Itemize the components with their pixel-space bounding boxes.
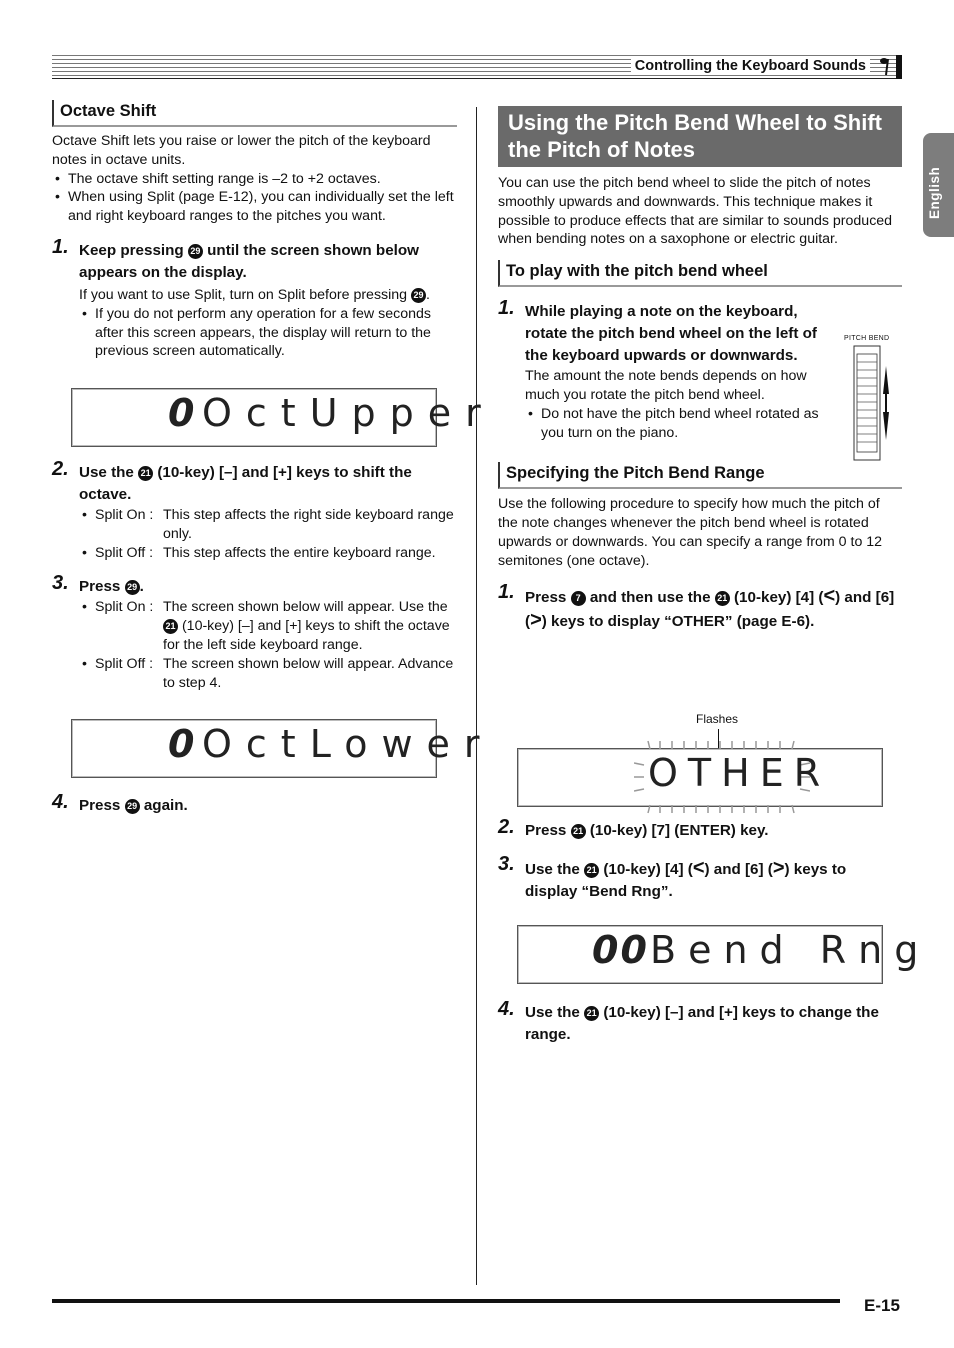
step-number: 3.	[498, 853, 515, 875]
step-number: 2.	[52, 458, 69, 480]
step-number: 4.	[52, 791, 69, 813]
lcd-text: OTHER	[648, 751, 831, 795]
lcd-oct-upper	[71, 388, 495, 447]
step-text: (10-key) [–] and [+] keys to shift the octave.	[79, 464, 412, 503]
step-note: The amount the note bends depends on how much you rotate the pitch bend wheel.	[525, 368, 807, 403]
play-heading: To play with the pitch bend wheel	[498, 260, 902, 287]
list-item	[79, 506, 457, 544]
lcd-value: 0	[168, 722, 195, 766]
step-text: ) and [6] (	[704, 861, 773, 878]
octave-step-2	[52, 458, 457, 562]
button-29-icon: 29	[411, 288, 426, 303]
step-number: 1.	[52, 235, 69, 258]
item-text: The screen shown below will appear. Use the	[163, 599, 448, 616]
list-item: • When using Split (page E-12), you can individually set the left and right keyboard ranges to the pitches you want.	[52, 188, 457, 226]
octave-step-3	[52, 572, 457, 692]
range-step-2-3-block	[498, 816, 902, 903]
list-item	[79, 655, 457, 693]
list-item: • Do not have the pitch bend wheel rotated as you turn on the piano.	[525, 405, 825, 443]
octave-step-2-block	[52, 458, 457, 692]
step-text: ) keys to display “OTHER” (page E-6).	[541, 612, 815, 630]
range-heading: Specifying the Pitch Bend Range	[498, 462, 902, 489]
button-29-icon: 29	[125, 799, 140, 814]
octave-shift-section	[52, 100, 457, 361]
octave-step-4	[52, 791, 457, 817]
button-29-icon: 29	[125, 580, 140, 595]
play-step-1	[498, 297, 825, 442]
lcd-text: OctUpper	[202, 391, 495, 435]
step-text: (10-key) [4] (	[734, 588, 824, 606]
less-than-icon: <	[823, 584, 836, 607]
list-item: • The octave shift setting range is –2 to +2 octaves.	[52, 170, 457, 189]
octave-shift-bullets	[52, 170, 457, 226]
item-text: The screen shown below will appear. Advance to step 4.	[163, 655, 454, 691]
button-21-icon: 21	[163, 619, 178, 634]
step-number: 1.	[498, 297, 515, 320]
pitch-bend-wheel-icon	[852, 344, 892, 462]
octave-step-1	[52, 235, 457, 361]
page-number: E-15	[864, 1296, 900, 1315]
step-text: Use the	[525, 1004, 580, 1021]
step-note: If you want to use Split, turn on Split before pressing	[79, 286, 408, 303]
step-text: While playing a note on the keyboard, rotate the pitch bend wheel on the left of the keyboard upwards or downwards.	[525, 303, 817, 365]
list-item	[79, 544, 457, 563]
step-text: until the screen shown below appears on the display.	[79, 241, 419, 281]
item-label: • Split On :	[95, 507, 154, 523]
step-text: (10-key) [–] and [+] keys to change the range.	[525, 1004, 879, 1043]
header-bar	[896, 55, 902, 79]
step-text: again.	[143, 797, 188, 814]
item-label: • Split On :	[95, 599, 154, 616]
pitch-bend-section	[498, 106, 902, 633]
step-text: Use the	[79, 464, 134, 481]
header-title: Controlling the Keyboard Sounds	[631, 58, 870, 74]
range-step-1	[498, 580, 902, 633]
step-text: Press	[79, 578, 121, 596]
button-21-icon: 21	[584, 863, 599, 878]
octave-shift-heading: Octave Shift	[52, 100, 457, 127]
button-21-icon: 21	[584, 1006, 599, 1021]
step-number: 4.	[498, 998, 515, 1020]
step-number: 1.	[498, 580, 515, 603]
range-step-2	[498, 816, 902, 842]
lcd-bend-rng	[517, 925, 931, 984]
step-text: Press	[525, 822, 567, 839]
language-tab-label: English	[927, 166, 942, 219]
pitch-bend-heading: Using the Pitch Bend Wheel to Shift the Pitch of Notes	[498, 106, 902, 167]
button-21-icon: 21	[138, 466, 153, 481]
octave-shift-intro: Octave Shift lets you raise or lower the pitch of the keyboard notes in octave units.	[52, 133, 431, 168]
step-text: Use the	[525, 861, 580, 878]
language-tab	[923, 133, 954, 237]
step-text: Keep pressing	[79, 241, 184, 259]
pitch-bend-intro: You can use the pitch bend wheel to slide the pitch of notes smoothly upwards and downwards. This technique makes it possible to produce effects that are similar to sounds produced when bending notes on a saxophone or electric guitar.	[498, 175, 893, 248]
range-step-3	[498, 853, 902, 903]
step-text: (10-key) [7] (ENTER) key.	[589, 822, 769, 839]
lcd-text: Bend Rng	[650, 928, 931, 972]
greater-than-icon: >	[530, 608, 542, 631]
button-29-icon: 29	[188, 244, 203, 259]
step-number: 3.	[52, 572, 69, 595]
list-item	[79, 598, 457, 654]
step-text: Press	[79, 797, 121, 814]
step-note-end: .	[426, 286, 430, 303]
lcd-text: OctLower	[202, 722, 494, 766]
button-21-icon: 21	[571, 824, 586, 839]
step-text: Press	[525, 588, 567, 606]
lcd-value: 0	[168, 391, 195, 435]
item-label: • Split Off :	[95, 544, 154, 561]
range-step-4-block	[498, 998, 902, 1046]
item-label: • Split Off :	[95, 655, 154, 672]
step-text: (10-key) [4] (	[603, 861, 693, 878]
step-text: ) keys to display “Bend Rng”.	[525, 861, 847, 900]
octave-step-4-block	[52, 791, 457, 817]
item-text: This step affects the right side keyboard range only.	[163, 507, 454, 542]
column-divider	[476, 107, 477, 1285]
footer-rule	[52, 1299, 840, 1303]
lcd-other	[517, 748, 883, 807]
step-number: 2.	[498, 816, 515, 838]
button-7-icon: 7	[571, 591, 586, 606]
item-text: This step affects the entire keyboard range.	[163, 544, 436, 561]
lcd-value: 00	[592, 928, 649, 972]
step-text: ) and [6] (	[525, 588, 895, 630]
greater-than-icon: >	[772, 857, 785, 879]
music-note-icon	[878, 57, 892, 77]
wheel-label: PITCH BEND	[844, 335, 890, 342]
button-21-icon: 21	[715, 591, 730, 606]
range-step-4	[498, 998, 902, 1046]
less-than-icon: <	[692, 857, 705, 879]
list-item: • If you do not perform any operation for a few seconds after this screen appears, the display will return to the previous screen automatically.	[79, 305, 457, 361]
item-text: (10-key) [–] and [+] keys to shift the octave for the left side keyboard range.	[163, 618, 450, 653]
step-text-end: .	[139, 578, 144, 596]
flashes-label: Flashes	[696, 712, 739, 726]
range-intro: Use the following procedure to specify how much the pitch of the note changes whenever the pitch bend wheel is rotated upwards or downwards. You can specify a range from 0 to 12 semitones (one octave).	[498, 496, 883, 569]
lcd-oct-lower	[71, 719, 494, 778]
step-text: and then use the	[589, 588, 711, 606]
